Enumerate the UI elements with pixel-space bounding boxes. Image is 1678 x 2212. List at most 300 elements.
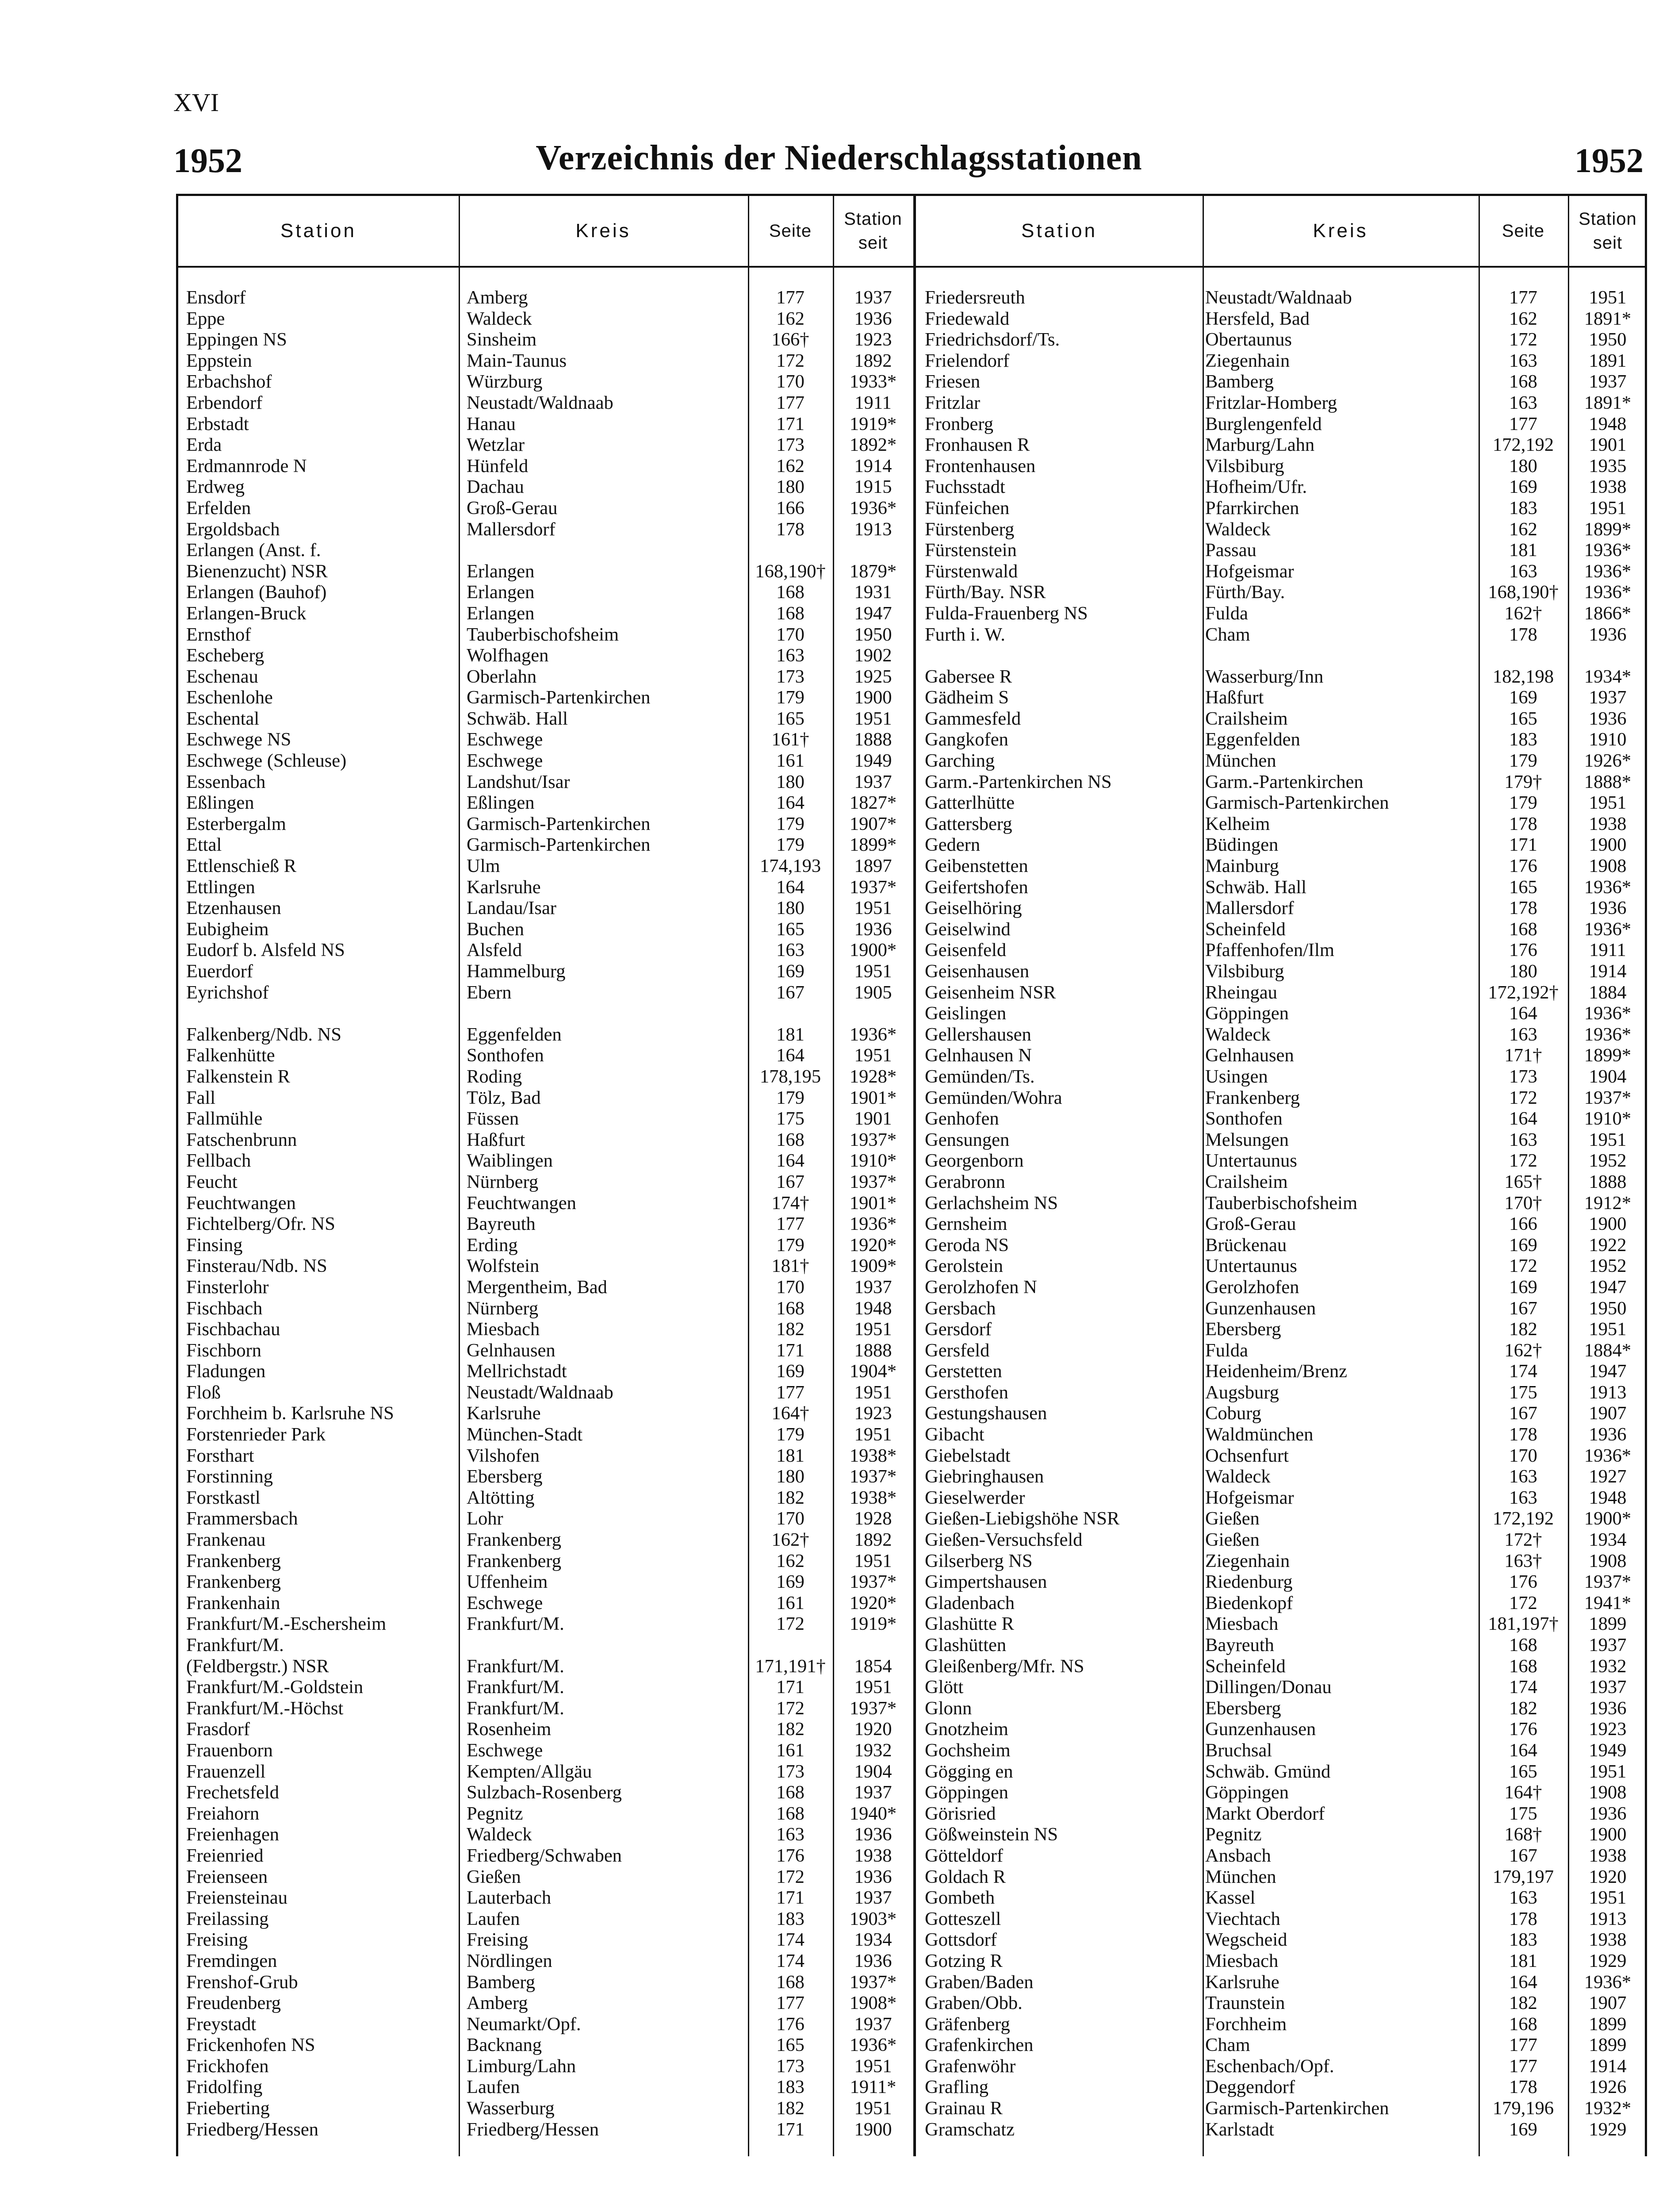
- station-seit-value: 1926: [1589, 2077, 1627, 2098]
- seite-value: 183: [1509, 729, 1537, 750]
- station-name: Falkenberg/Ndb. NS: [186, 1024, 341, 1045]
- station-seit-value: 1928: [854, 1508, 892, 1529]
- station-name: Gögging en: [925, 1761, 1013, 1782]
- station-seit-value: 1908*: [849, 1993, 897, 2014]
- station-seit-value: 1908: [1589, 856, 1627, 877]
- station-name: Frankfurt/M.-Goldstein: [186, 1677, 364, 1698]
- station-name: Gerlachsheim NS: [925, 1192, 1058, 1214]
- table-row: [916, 1340, 1647, 1361]
- left-station-list: [178, 287, 913, 2140]
- table-row: [916, 729, 1647, 750]
- table-row: [916, 582, 1647, 603]
- table-row: [178, 540, 913, 561]
- station-name: Eppstein: [186, 350, 252, 371]
- station-seit-value: 1899: [1589, 1613, 1627, 1635]
- station-name: Genhofen: [925, 1108, 999, 1129]
- table-row: [916, 1235, 1647, 1256]
- kreis-name: Eggenfelden: [467, 1024, 562, 1045]
- table-row: [916, 1108, 1647, 1129]
- seite-value: 177: [1509, 413, 1537, 434]
- table-row: [916, 1361, 1647, 1382]
- station-seit-value: 1888*: [1584, 771, 1632, 792]
- table-row: [178, 645, 913, 666]
- kreis-name: Neustadt/Waldnaab: [1205, 287, 1352, 308]
- station-name: Frauenzell: [186, 1761, 266, 1782]
- kreis-name: Erlangen: [467, 582, 535, 603]
- station-seit-value: 1950: [1589, 1298, 1627, 1319]
- seite-value: 172: [1509, 1150, 1537, 1171]
- table-row: [178, 1677, 913, 1698]
- kreis-name: Miesbach: [1205, 1950, 1279, 1971]
- table-row: [178, 1424, 913, 1445]
- kreis-name: Amberg: [467, 287, 528, 308]
- station-seit-value: 1951: [1589, 1761, 1627, 1782]
- station-seit-value: 1947: [1589, 1361, 1627, 1382]
- seite-value: 174: [776, 1950, 805, 1971]
- table-row: [178, 2098, 913, 2119]
- kreis-name: Sonthofen: [467, 1045, 544, 1066]
- table-row: [178, 2077, 913, 2098]
- station-name: Fallmühle: [186, 1108, 263, 1129]
- station-seit-value: 1951: [854, 708, 892, 729]
- station-seit-value: 1910*: [1584, 1108, 1632, 1129]
- station-name: Frechetsfeld: [186, 1782, 280, 1803]
- station-seit-value: 1913: [854, 518, 892, 540]
- table-row: [916, 540, 1647, 561]
- table-row: [178, 476, 913, 498]
- kreis-name: Wegscheid: [1205, 1929, 1287, 1951]
- station-name: Freienhagen: [186, 1824, 280, 1845]
- station-name: Fremdingen: [186, 1950, 277, 1971]
- table-row: [178, 624, 913, 645]
- kreis-name: Marburg/Lahn: [1205, 434, 1315, 456]
- station-seit-value: 1938: [854, 1845, 892, 1866]
- kreis-name: Burglengenfeld: [1205, 413, 1322, 434]
- table-row: [916, 1003, 1647, 1024]
- seite-value: 167: [1509, 1845, 1537, 1866]
- table-row: [916, 1171, 1647, 1193]
- station-name: Glashütte R: [925, 1613, 1014, 1635]
- station-seit-value: 1936: [854, 918, 892, 940]
- station-seit-value: 1951: [854, 1382, 892, 1403]
- station-name: Esterbergalm: [186, 813, 286, 834]
- table-row: [916, 919, 1647, 940]
- kreis-name: Usingen: [1205, 1066, 1268, 1087]
- kreis-name: Kelheim: [1205, 813, 1270, 834]
- kreis-name: Garmisch-Partenkirchen: [467, 834, 651, 856]
- station-seit-value: 1928*: [849, 1066, 897, 1087]
- seite-value: 179: [776, 687, 805, 708]
- seite-value: 163: [776, 1824, 805, 1845]
- seite-value: 162: [776, 1550, 805, 1571]
- seite-value: 179: [776, 1234, 805, 1256]
- station-name: (Feldbergstr.) NSR: [186, 1655, 329, 1677]
- kreis-name: Amberg: [467, 1993, 528, 2014]
- seite-value: 183: [776, 1908, 805, 1929]
- table-row: [178, 582, 913, 603]
- station-name: Gestungshausen: [925, 1403, 1047, 1424]
- station-seit-value: 1941*: [1584, 1592, 1632, 1613]
- station-name: Eyrichshof: [186, 982, 269, 1003]
- kreis-name: Fritzlar-Homberg: [1205, 392, 1337, 413]
- kreis-name: Fulda: [1205, 603, 1248, 624]
- station-seit-value: 1897: [854, 856, 892, 877]
- table-row: [178, 1529, 913, 1551]
- table-row: [178, 687, 913, 708]
- kreis-name: Frankfurt/M.: [467, 1613, 564, 1635]
- station-name: Gatterlhütte: [925, 792, 1015, 814]
- kreis-name: Waldeck: [467, 308, 532, 329]
- table-row: [916, 1845, 1647, 1866]
- kreis-name: Ebersberg: [467, 1466, 543, 1487]
- seite-value: 163: [1509, 350, 1537, 371]
- station-name: Fritzlar: [925, 392, 981, 413]
- table-row: [916, 392, 1647, 414]
- seite-value: 165†: [1504, 1171, 1542, 1192]
- station-name: Freienseen: [186, 1866, 268, 1887]
- kreis-name: Nürnberg: [467, 1171, 539, 1192]
- station-name: Ernsthof: [186, 624, 251, 645]
- kreis-name: Eggenfelden: [1205, 729, 1300, 750]
- table-row: [178, 519, 913, 540]
- seite-value: 165: [776, 918, 805, 940]
- station-name: Fünfeichen: [925, 497, 1010, 518]
- table-row: [178, 1613, 913, 1635]
- kreis-name: Landshut/Isar: [467, 771, 570, 792]
- table-row: [916, 414, 1647, 435]
- station-name: Erda: [186, 434, 222, 456]
- seite-value: 163: [1509, 392, 1537, 413]
- header-kreis-right: Kreis: [1313, 220, 1368, 242]
- kreis-name: Erlangen: [467, 561, 535, 582]
- seite-value: 168: [1509, 371, 1537, 392]
- seite-value: 165: [1509, 1761, 1537, 1782]
- station-name: Gellershausen: [925, 1024, 1031, 1045]
- table-row: [916, 2056, 1647, 2077]
- table-row: [916, 877, 1647, 898]
- station-seit-value: 1884*: [1584, 1340, 1632, 1361]
- station-name: Fladungen: [186, 1361, 266, 1382]
- header-seite-right: Seite: [1502, 221, 1545, 241]
- seite-value: 174: [776, 1929, 805, 1951]
- station-name: Graben/Obb.: [925, 1993, 1023, 2014]
- seite-value: 176: [1509, 1571, 1537, 1593]
- station-seit-value: 1900*: [1584, 1508, 1632, 1529]
- table-row: [178, 1445, 913, 1467]
- table-row: [178, 1466, 913, 1487]
- station-seit-value: 1936: [854, 1866, 892, 1887]
- kreis-name: Hünfeld: [467, 455, 529, 476]
- station-seit-value: 1932: [854, 1740, 892, 1761]
- kreis-name: Pegnitz: [467, 1803, 523, 1824]
- station-seit-value: 1951: [1589, 1887, 1627, 1909]
- table-row: [178, 834, 913, 856]
- station-name: Gnotzheim: [925, 1719, 1008, 1740]
- seite-value: 180: [776, 476, 805, 498]
- seite-value: 163: [1509, 1487, 1537, 1508]
- kreis-name: Vilsbiburg: [1205, 961, 1284, 982]
- kreis-name: Biedenkopf: [1205, 1592, 1293, 1613]
- station-seit-value: 1936*: [849, 1214, 897, 1235]
- seite-value: 172: [776, 1697, 805, 1719]
- station-name: Falkenhütte: [186, 1045, 275, 1066]
- station-name: Frankfurt/M.-Eschersheim: [186, 1613, 387, 1635]
- seite-value: 166: [1509, 1214, 1537, 1235]
- station-seit-value: 1951: [854, 2055, 892, 2077]
- table-row: [178, 2035, 913, 2056]
- station-name: Ettal: [186, 834, 222, 856]
- seite-value: 178,195: [759, 1066, 821, 1087]
- seite-value: 172: [1509, 1256, 1537, 1277]
- kreis-name: Scheinfeld: [1205, 1655, 1286, 1677]
- station-seit-value: 1937: [1589, 1677, 1627, 1698]
- station-name: Gibacht: [925, 1424, 985, 1445]
- station-name: Erbstadt: [186, 413, 249, 434]
- table-row: [178, 1993, 913, 2014]
- kreis-name: Gießen: [1205, 1529, 1260, 1551]
- station-seit-value: 1926*: [1584, 750, 1632, 772]
- table-row: [178, 1593, 913, 1614]
- station-name: Glashütten: [925, 1635, 1007, 1655]
- seite-value: 177: [776, 1382, 805, 1403]
- station-seit-value: 1936: [1589, 1424, 1627, 1445]
- seite-value: 176: [1509, 856, 1537, 877]
- table-row: [178, 1129, 913, 1151]
- kreis-name: München-Stadt: [467, 1424, 583, 1445]
- station-name: Erlangen (Anst. f.: [186, 540, 321, 561]
- seite-value: 162: [1509, 518, 1537, 540]
- table-row: [178, 1571, 913, 1593]
- station-name: Gombeth: [925, 1887, 995, 1909]
- kreis-name: Schwäb. Hall: [467, 708, 568, 729]
- seite-value: 171†: [1504, 1045, 1542, 1066]
- table-row: [916, 1951, 1647, 1972]
- kreis-name: Frankfurt/M.: [467, 1655, 564, 1677]
- table-row: [178, 1951, 913, 1972]
- kreis-name: Eschwege: [467, 1740, 543, 1761]
- station-seit-value: 1866*: [1584, 603, 1632, 624]
- station-seit-value: 1900: [1589, 1214, 1627, 1235]
- station-seit-value: 1940*: [849, 1803, 897, 1824]
- station-seit-value: 1879*: [849, 561, 897, 582]
- seite-value: 175: [776, 1108, 805, 1129]
- station-seit-value: 1937: [1589, 687, 1627, 708]
- station-seit-value: 1950: [854, 624, 892, 645]
- station-seit-value: 1900*: [849, 940, 897, 961]
- seite-value: 165: [776, 2035, 805, 2056]
- seite-value: 165: [1509, 708, 1537, 729]
- station-name: Eßlingen: [186, 792, 254, 814]
- kreis-name: Karlstadt: [1205, 2119, 1274, 2140]
- kreis-name: München: [1205, 1866, 1276, 1887]
- table-row: [916, 329, 1647, 350]
- table-row: [178, 1508, 913, 1529]
- seite-value: 166†: [771, 329, 809, 350]
- table-row: [178, 1909, 913, 1930]
- station-seit-value: 1920: [1589, 1866, 1627, 1887]
- station-seit-value: 1936*: [849, 2035, 897, 2056]
- kreis-name: Kempten/Allgäu: [467, 1761, 592, 1782]
- kreis-name: Altötting: [467, 1487, 535, 1508]
- table-row: [916, 2035, 1647, 2056]
- table-row: [178, 1698, 913, 1719]
- station-name: Geisenhausen: [925, 961, 1030, 982]
- seite-value: 168: [776, 1971, 805, 1993]
- kreis-name: Traunstein: [1205, 1993, 1285, 2014]
- station-name: Gemünden/Ts.: [925, 1066, 1035, 1087]
- station-name: Freienried: [186, 1845, 264, 1866]
- table-row: [178, 2119, 913, 2140]
- table-row: [916, 2014, 1647, 2035]
- station-name: Gotteszell: [925, 1908, 1001, 1929]
- table-row: [178, 814, 913, 835]
- station-name: Gangkofen: [925, 729, 1008, 750]
- seite-value: 163: [1509, 1129, 1537, 1150]
- kreis-name: Waldeck: [1205, 518, 1271, 540]
- seite-value: 162: [776, 308, 805, 329]
- seite-value: 165: [776, 708, 805, 729]
- station-name: Ettlingen: [186, 876, 255, 898]
- station-name: Fischbachau: [186, 1319, 280, 1340]
- seite-value: 168,190†: [755, 561, 826, 582]
- station-seit-value: 1937*: [849, 876, 897, 898]
- seite-value: 177: [776, 1993, 805, 2014]
- table-row: [178, 1740, 913, 1761]
- station-seit-value: 1938*: [849, 1487, 897, 1508]
- table-row: [178, 750, 913, 772]
- kreis-name: Dachau: [467, 476, 524, 498]
- seite-value: 181: [1509, 540, 1537, 561]
- seite-value: 168: [776, 1298, 805, 1319]
- table-row: [916, 1929, 1647, 1951]
- table-row: [916, 1193, 1647, 1214]
- station-name: Finsterau/Ndb. NS: [186, 1256, 327, 1277]
- seite-value: 163: [776, 940, 805, 961]
- station-seit-value: 1904: [854, 1761, 892, 1782]
- station-seit-value: 1827*: [849, 792, 897, 814]
- station-name: Gerstetten: [925, 1361, 1002, 1382]
- station-seit-value: 1901*: [849, 1192, 897, 1214]
- table-row: [916, 750, 1647, 772]
- station-seit-value: 1937*: [849, 1697, 897, 1719]
- seite-value: 171: [776, 2119, 805, 2140]
- table-row: [916, 1761, 1647, 1782]
- seite-value: 164†: [771, 1403, 809, 1424]
- station-name: Frankenau: [186, 1529, 266, 1551]
- seite-value: 168†: [1504, 1824, 1542, 1845]
- seite-value: 172: [776, 350, 805, 371]
- seite-value: 176: [1509, 940, 1537, 961]
- station-name: Gerolstein: [925, 1256, 1004, 1277]
- kreis-name: Vilshofen: [467, 1445, 540, 1466]
- table-row: [916, 961, 1647, 982]
- seite-value: 161: [776, 750, 805, 772]
- station-seit-value: 1938*: [849, 1445, 897, 1466]
- station-name: Furth i. W.: [925, 624, 1005, 645]
- kreis-name: Tauberbischofsheim: [467, 624, 619, 645]
- station-name: Fürstenberg: [925, 518, 1015, 540]
- kreis-name: Ansbach: [1205, 1845, 1271, 1866]
- seite-value: 180: [776, 898, 805, 919]
- table-row: [178, 1403, 913, 1424]
- kreis-name: Friedberg/Schwaben: [467, 1845, 622, 1866]
- seite-value: 174: [1509, 1677, 1537, 1698]
- table-row: [178, 371, 913, 392]
- table-row: [178, 434, 913, 456]
- kreis-name: Erding: [467, 1234, 518, 1256]
- station-seit-value: 1922: [1589, 1234, 1627, 1256]
- table-row: [178, 1066, 913, 1087]
- seite-value: 162: [1509, 308, 1537, 329]
- seite-value: 163: [1509, 1466, 1537, 1487]
- station-name: Erbendorf: [186, 392, 263, 413]
- kreis-name: Karlsruhe: [467, 1403, 541, 1424]
- kreis-name: Garmisch-Partenkirchen: [1205, 792, 1389, 814]
- kreis-name: Uffenheim: [467, 1571, 548, 1593]
- station-name: Friedewald: [925, 308, 1010, 329]
- seite-value: 176: [776, 2013, 805, 2035]
- kreis-name: Riedenburg: [1205, 1571, 1293, 1593]
- seite-value: 168: [1509, 918, 1537, 940]
- station-seit-value: 1900: [1589, 834, 1627, 856]
- station-seit-value: 1907: [1589, 1993, 1627, 2014]
- table-row: [178, 982, 913, 1003]
- seite-value: 163: [1509, 561, 1537, 582]
- kreis-name: Brückenau: [1205, 1234, 1287, 1256]
- station-seit-value: 1951: [1589, 1319, 1627, 1340]
- station-seit-value: 1937*: [849, 1171, 897, 1192]
- seite-value: 182: [776, 1487, 805, 1508]
- station-name: Göppingen: [925, 1782, 1008, 1803]
- kreis-name: Garmisch-Partenkirchen: [467, 687, 651, 708]
- station-seit-value: 1908: [1589, 1550, 1627, 1571]
- station-seit-value: 1934*: [1584, 666, 1632, 687]
- table-row: [178, 1929, 913, 1951]
- station-name: Garching: [925, 750, 995, 772]
- kreis-name: Haßfurt: [467, 1129, 525, 1150]
- station-name: Fatschenbrunn: [186, 1129, 297, 1150]
- seite-value: 168: [776, 1129, 805, 1150]
- table-row: [178, 1319, 913, 1340]
- kreis-name: Gelnhausen: [1205, 1045, 1294, 1066]
- station-name: Erlangen (Bauhof): [186, 582, 327, 603]
- seite-value: 180: [1509, 961, 1537, 982]
- station-seit-value: 1937: [854, 1887, 892, 1909]
- station-name: Fürstenstein: [925, 540, 1017, 561]
- seite-value: 167: [776, 982, 805, 1003]
- station-name: Freiensteinau: [186, 1887, 287, 1909]
- seite-value: 172†: [1504, 1529, 1542, 1551]
- station-seit-value: 1908: [1589, 1782, 1627, 1803]
- kreis-name: Mallersdorf: [1205, 898, 1294, 919]
- seite-value: 172: [1509, 329, 1537, 350]
- table-row: [178, 1024, 913, 1045]
- seite-value: 168: [1509, 2013, 1537, 2035]
- year-left: 1952: [173, 141, 242, 180]
- table-row: [916, 603, 1647, 624]
- seite-value: 171: [776, 1340, 805, 1361]
- station-name: Frickenhofen NS: [186, 2035, 315, 2056]
- seite-value: 162†: [771, 1529, 809, 1551]
- table-row: [178, 1887, 913, 1909]
- table-row: [916, 1129, 1647, 1151]
- kreis-name: Alsfeld: [467, 940, 522, 961]
- station-seit-value: 1936*: [1584, 1024, 1632, 1045]
- station-name: Gersdorf: [925, 1319, 992, 1340]
- station-seit-value: 1911: [854, 392, 892, 413]
- station-name: Görisried: [925, 1803, 996, 1824]
- kreis-name: Ziegenhain: [1205, 350, 1290, 371]
